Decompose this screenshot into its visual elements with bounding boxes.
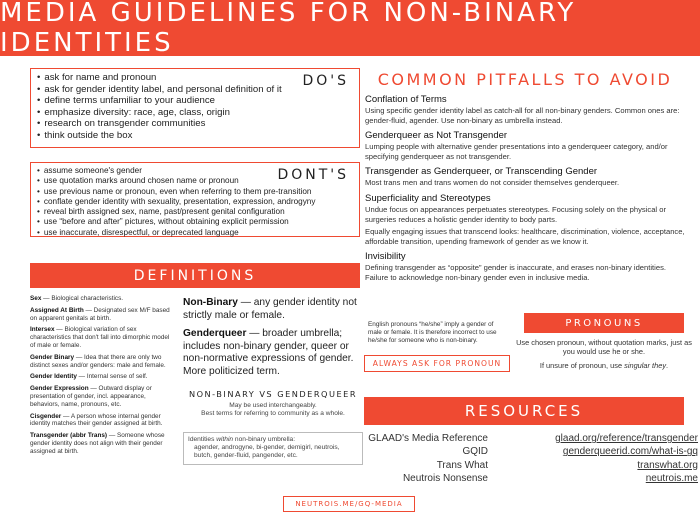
definition-term: Transgender (abbr Trans) bbox=[30, 432, 108, 440]
pitfall-heading: Invisibility bbox=[365, 251, 406, 263]
dos-item: • ask for name and pronoun bbox=[37, 72, 353, 84]
definitions-title: DEFINITIONS bbox=[30, 263, 360, 288]
always-ask-badge: ALWAYS ASK FOR PRONOUN bbox=[364, 355, 510, 372]
definition-item bbox=[30, 413, 176, 429]
definition-text: — Idea that there are only two distinct sexes and/or genders: male and female. bbox=[30, 353, 166, 369]
donts-box bbox=[30, 162, 360, 237]
pitfall-text: Most trans men and trans women do not consider themselves genderqueer. bbox=[365, 178, 620, 188]
pronouns-line: Use chosen pronoun, without quotation marks, just as you would use he or she. bbox=[516, 338, 692, 357]
definitions-list bbox=[30, 295, 176, 460]
resource-name: Trans What bbox=[436, 459, 488, 471]
dos-item: • think outside the box bbox=[37, 130, 353, 142]
definition-text: — Designated sex M/F based on apparent genitals at birth. bbox=[30, 306, 170, 322]
donts-title: DONT'S bbox=[277, 167, 349, 183]
pitfall-text: Using specific gender identity label as catch-all for all non-binary genders. Common ones are: gender-fluid, agender. Use non-binary as umbrella instead. bbox=[365, 106, 680, 125]
definition-term: Gender Expression bbox=[30, 385, 89, 393]
definition-item bbox=[30, 432, 176, 455]
pitfall-heading: Genderqueer as Not Transgender bbox=[365, 130, 508, 142]
pronoun-note: English pronouns “he/she” imply a gender of male or female. It is therefore incorrect to use he/she for someone who is non-binary. bbox=[368, 321, 497, 344]
pitfall-text: Defining transgender as “opposite” gender is inaccurate, and erases non-binary identities. Failure to acknowledge non-binary gender even in inclusive media. bbox=[365, 263, 666, 282]
definition-text: — Internal sense of self. bbox=[76, 373, 148, 381]
definition-text: — Someone whose gender identity does not align with their gender assigned at birth. bbox=[30, 432, 165, 455]
resource-name: Neutrois Nonsense bbox=[402, 472, 488, 484]
definition-item bbox=[30, 354, 176, 370]
dos-item: • ask for gender identity label, and personal definition of it bbox=[37, 84, 353, 96]
nb-vs-gq-line: May be used interchangeably. bbox=[229, 401, 317, 409]
pitfall-item bbox=[365, 251, 685, 282]
page-title: MEDIA GUIDELINES FOR NON-BINARY IDENTITIES bbox=[0, 0, 577, 58]
definition-term: Intersex bbox=[30, 326, 55, 334]
resource-links bbox=[500, 432, 698, 485]
definition-text: — broader umbrella; includes non-binary gender, queer or non-normative expressions of gender. More politicized term. bbox=[183, 328, 354, 377]
definition-term: Sex bbox=[30, 295, 42, 302]
pitfall-item bbox=[365, 193, 685, 246]
pitfall-text: Undue focus on appearances perpetuates stereotypes. Focusing solely on the physical or surgeries reduces a holistic gender identity to body parts. bbox=[365, 204, 666, 224]
identities-within-list: agender, androgyne, bi-gender, demigirl, neutrois, butch, gender-fluid, pangender, etc. bbox=[194, 444, 340, 460]
donts-item: • use previous name or pronoun, even when referring to them pre-transition bbox=[37, 187, 353, 197]
pitfall-item bbox=[365, 94, 685, 125]
pitfall-text: Lumping people with alternative gender presentations into a genderqueer category, and/or specifying genderqueer as not transgender. bbox=[365, 142, 668, 161]
pronouns-text bbox=[510, 338, 698, 370]
resource-link[interactable]: transwhat.org bbox=[637, 459, 698, 471]
identities-within-heading: Identities within non-binary umbrella: bbox=[188, 435, 296, 443]
pitfall-text: Equally engaging issues that transcend looks: healthcare, discrimination, violence, acceptance, affordable transition, upending framework of gender as we know it. bbox=[365, 227, 685, 246]
resource-name: GLAAD's Media Reference bbox=[368, 433, 488, 444]
donts-item: • use “before and after” pictures, without obtaining explicit permission bbox=[37, 217, 353, 227]
pronouns-title: PRONOUNS bbox=[524, 313, 684, 333]
definition-item bbox=[30, 307, 176, 323]
nb-vs-gq-text bbox=[183, 402, 363, 418]
definition-item bbox=[30, 295, 176, 303]
dos-item: • research on transgender communities bbox=[37, 118, 353, 130]
nb-vs-gq-title: NON-BINARY VS GENDERQUEER bbox=[188, 388, 358, 399]
donts-item: • use quotation marks around chosen name or pronoun bbox=[37, 176, 353, 186]
resource-link[interactable]: glaad.org/reference/transgender bbox=[555, 433, 698, 444]
definition-text: — Biological variation of sex characteristics that don't fall into dimorphic model of male or female. bbox=[30, 326, 170, 349]
donts-item: • reveal birth assigned sex, name, past/present genital configuration bbox=[37, 207, 353, 217]
definition-term: Gender Binary bbox=[30, 353, 75, 361]
definition-item bbox=[30, 373, 176, 381]
pitfall-item bbox=[365, 166, 685, 188]
definition-term: Non-Binary bbox=[183, 297, 238, 308]
nb-vs-gq-line: Best terms for referring to community as a whole. bbox=[201, 409, 345, 417]
donts-item: • assume someone's gender bbox=[37, 166, 353, 176]
donts-item: • conflate gender identity with sexuality, presentation, expression, androgyny bbox=[37, 197, 353, 207]
dos-item: • emphasize diversity: race, age, class, origin bbox=[37, 107, 353, 119]
definition-term: Gender Identity bbox=[30, 373, 77, 381]
pitfall-heading: Superficiality and Stereotypes bbox=[365, 192, 491, 204]
definition-text: — Outward display or presentation of gender, incl. appearance, behaviors, name, pronouns, etc. bbox=[30, 385, 152, 408]
resource-name: GQID bbox=[462, 446, 488, 458]
dos-box bbox=[30, 68, 360, 148]
definition-text: — any gender identity not strictly male or female. bbox=[183, 297, 357, 321]
donts-item: • use inaccurate, disrespectful, or deprecated language bbox=[37, 228, 353, 238]
resource-link[interactable]: genderqueerid.com/what-is-gq bbox=[562, 446, 698, 458]
header-banner bbox=[0, 0, 700, 56]
resource-link[interactable]: neutrois.me bbox=[645, 472, 698, 484]
identities-within-box bbox=[183, 432, 363, 465]
definition-term: Genderqueer bbox=[183, 328, 247, 340]
pitfall-heading: Transgender as Genderqueer, or Transcending Gender bbox=[365, 166, 598, 178]
definition-text: — A person whose internal gender identity matches their gender assigned at birth. bbox=[30, 412, 163, 428]
definition-term: Cisgender bbox=[30, 412, 62, 420]
definition-term: Assigned At Birth bbox=[30, 306, 84, 314]
resource-names bbox=[364, 432, 488, 485]
dos-title: DO'S bbox=[302, 73, 349, 89]
nonbinary-definition bbox=[183, 297, 363, 322]
pitfalls-section bbox=[365, 94, 685, 288]
footer-link[interactable]: NEUTROIS.ME/GQ-MEDIA bbox=[283, 496, 415, 512]
definition-text: — Biological characteristics. bbox=[41, 295, 124, 302]
dos-item: • define terms unfamiliar to your audience bbox=[37, 95, 353, 107]
resources-title: RESOURCES bbox=[364, 397, 684, 425]
pitfalls-title: COMMON PITFALLS TO AVOID bbox=[377, 70, 673, 89]
definition-item bbox=[30, 385, 176, 408]
genderqueer-definition bbox=[183, 328, 363, 378]
pitfall-heading: Conflation of Terms bbox=[365, 94, 447, 105]
pitfall-item bbox=[365, 130, 685, 161]
pronouns-line: If unsure of pronoun, use singular they. bbox=[539, 360, 669, 370]
definition-item bbox=[30, 326, 176, 349]
definitions-featured bbox=[183, 297, 363, 465]
